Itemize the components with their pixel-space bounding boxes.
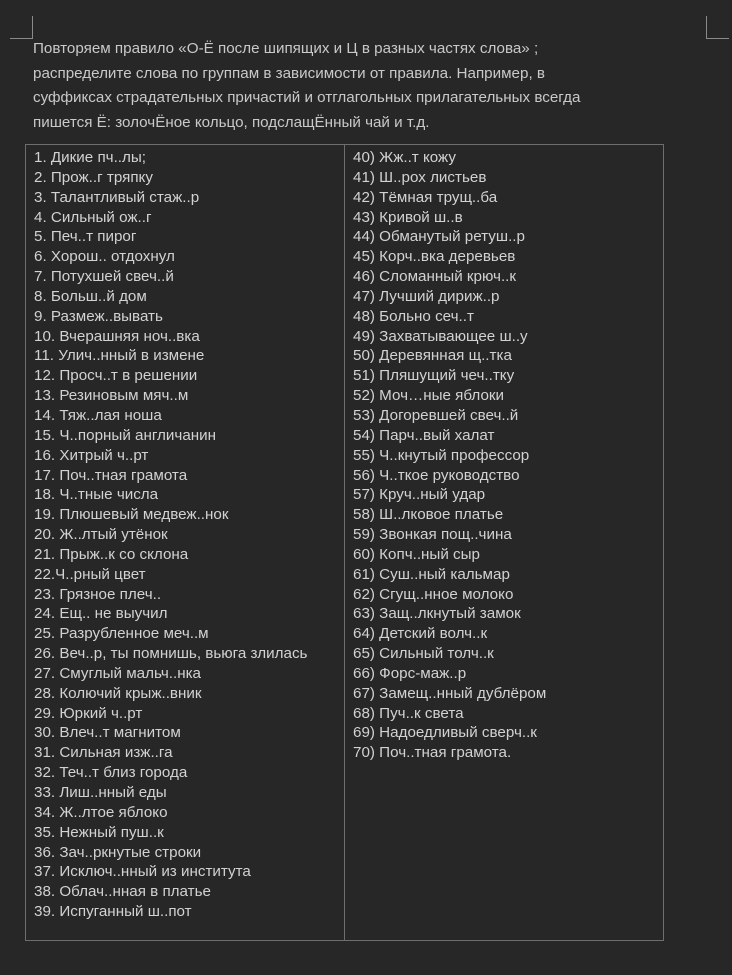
word-item: 10. Вчерашняя ноч..вка — [34, 327, 200, 345]
word-item: 47) Лучший дириж..р — [353, 287, 500, 305]
word-item: 46) Сломанный крюч..к — [353, 268, 517, 286]
word-item: 22.Ч..рный цвет — [34, 565, 146, 583]
word-item: 17. Поч..тная грамота — [34, 466, 188, 484]
word-item: 18. Ч..тные числа — [34, 486, 159, 504]
word-item: 12. Просч..т в решении — [34, 367, 198, 385]
word-item: 23. Грязное плеч.. — [34, 585, 162, 603]
word-item: 48) Больно сеч..т — [353, 307, 474, 325]
word-item: 9. Размеж..вывать — [34, 307, 163, 325]
word-item: 58) Ш..лковое платье — [353, 506, 504, 524]
word-item: 4. Сильный ож..г — [34, 208, 152, 226]
word-item: 28. Колючий крыж..вник — [34, 684, 202, 702]
word-item: 26. Веч..р, ты помнишь, вьюга злилась — [34, 645, 308, 663]
word-item: 55) Ч..кнутый профессор — [353, 446, 530, 464]
word-item: 59) Звонкая пощ..чина — [353, 526, 512, 544]
word-item: 39. Испуганный ш..пот — [34, 903, 192, 921]
word-item: 11. Улич..нный в измене — [34, 347, 205, 365]
word-item: 27. Смуглый мальч..нка — [34, 664, 202, 682]
word-item: 69) Надоедливый сверч..к — [353, 724, 537, 742]
word-list-right — [353, 148, 655, 763]
word-item: 63) Защ..лкнутый замок — [353, 605, 521, 623]
word-item: 43) Кривой ш..в — [353, 208, 463, 226]
word-item: 21. Прыж..к со склона — [34, 545, 189, 563]
word-item: 57) Круч..ный удар — [353, 486, 486, 504]
word-item: 68) Пуч..к света — [353, 704, 464, 722]
word-table — [25, 144, 664, 941]
word-item: 62) Сгущ..нное молоко — [353, 585, 514, 603]
word-item: 67) Замещ..нный дублёром — [353, 684, 547, 702]
word-item: 52) Моч…ные яблоки — [353, 387, 505, 405]
word-item: 60) Копч..ный сыр — [353, 545, 481, 563]
word-item: 15. Ч..порный англичанин — [34, 426, 217, 444]
word-item: 29. Юркий ч..рт — [34, 704, 143, 722]
word-item: 5. Печ..т пирог — [34, 228, 137, 246]
word-item: 54) Парч..вый халат — [353, 426, 495, 444]
word-list-left — [34, 148, 336, 922]
word-item: 44) Обманутый ретуш..р — [353, 228, 525, 246]
word-item: 70) Поч..тная грамота. — [353, 744, 512, 762]
page-corner-mark-left — [10, 16, 33, 39]
word-item: 53) Догоревшей свеч..й — [353, 406, 519, 424]
word-item: 30. Влеч..т магнитом — [34, 724, 181, 742]
word-item: 2. Прож..г тряпку — [34, 168, 153, 186]
word-item: 56) Ч..ткое руководство — [353, 466, 520, 484]
word-column-right — [345, 145, 664, 941]
word-item: 37. Исключ..нный из института — [34, 863, 251, 881]
word-item: 34. Ж..лтое яблоко — [34, 803, 168, 821]
word-item: 31. Сильная изж..га — [34, 744, 173, 762]
word-item: 8. Больш..й дом — [34, 287, 147, 305]
word-item: 24. Ещ.. не выучил — [34, 605, 168, 623]
word-item: 1. Дикие пч..лы; — [34, 149, 147, 166]
word-item: 50) Деревянная щ..тка — [353, 347, 512, 365]
word-item: 33. Лиш..нный еды — [34, 784, 167, 801]
word-item: 42) Тёмная трущ..ба — [353, 188, 498, 206]
word-item: 7. Потухшей свеч..й — [34, 268, 174, 286]
page-corner-mark-right — [706, 16, 729, 39]
word-item: 49) Захватывающее ш..у — [353, 327, 528, 345]
word-item: 35. Нежный пуш..к — [34, 823, 164, 841]
word-item: 64) Детский волч..к — [353, 625, 488, 643]
task-instruction: Повторяем правило «О-Ё после шипящих и Ц в разных частях слова» ; распределите слова по группам в зависимости от правила. Например, в суффиксах страдательных причастий и отглагольных прилагательных всегда пишется Ё: золочЁное кольцо, подслащЁнный чай и т.д. — [33, 40, 581, 131]
word-item: 40) Жж..т кожу — [353, 149, 456, 166]
word-item: 66) Форс-маж..р — [353, 664, 467, 682]
word-item: 61) Суш..ный кальмар — [353, 565, 510, 583]
word-item: 65) Сильный толч..к — [353, 645, 494, 663]
word-item: 14. Тяж..лая ноша — [34, 406, 162, 424]
word-table-row — [26, 145, 664, 941]
word-item: 45) Корч..вка деревьев — [353, 248, 516, 266]
word-item: 3. Талантливый стаж..р — [34, 188, 200, 206]
word-item: 36. Зач..ркнутые строки — [34, 843, 202, 861]
word-item: 51) Пляшущий чеч..тку — [353, 367, 515, 385]
word-item: 20. Ж..лтый утёнок — [34, 526, 168, 544]
word-item: 6. Хорош.. отдохнул — [34, 248, 175, 266]
word-item: 38. Облач..нная в платье — [34, 883, 211, 901]
word-column-left — [26, 145, 345, 941]
word-item: 32. Теч..т близ города — [34, 764, 188, 782]
word-item: 25. Разрубленное меч..м — [34, 625, 209, 643]
word-item: 41) Ш..рох листьев — [353, 168, 487, 186]
word-item: 13. Резиновым мяч..м — [34, 387, 189, 405]
word-item: 19. Плюшевый медвеж..нок — [34, 506, 229, 524]
word-item: 16. Хитрый ч..рт — [34, 446, 149, 464]
